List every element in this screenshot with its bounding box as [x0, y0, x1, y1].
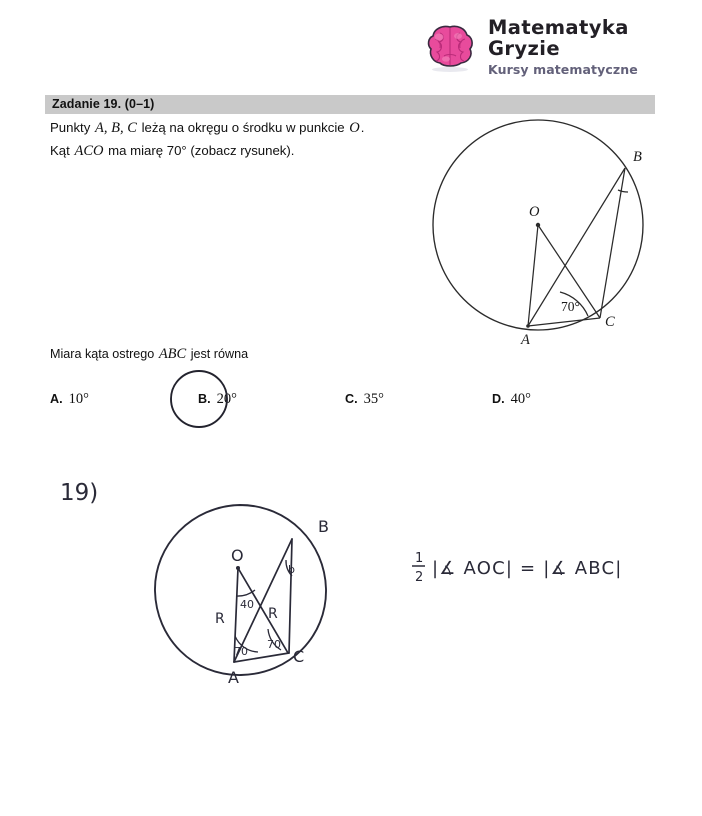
stmt2-pre: Kąt: [50, 143, 70, 158]
segment-AC: [528, 318, 600, 326]
segment-OC: [538, 225, 600, 318]
equation-body: |∡ AOC| = |∡ ABC|: [432, 558, 623, 579]
figure-center-dot: [536, 223, 540, 227]
handwritten-segment-OA: [234, 568, 238, 662]
answer-option-b[interactable]: [198, 391, 237, 408]
handwritten-center-dot: [236, 566, 240, 570]
brand-subtitle: Kursy matematyczne: [488, 62, 638, 78]
segment-BC: [600, 168, 625, 318]
handwritten-segment-AB: [234, 539, 292, 662]
handwritten-equation: [412, 551, 623, 585]
angle-arc-70: [560, 292, 588, 316]
answer-option-a-value: 10°: [68, 391, 89, 407]
segment-OA: [528, 225, 538, 326]
stmt1-period: .: [360, 120, 365, 135]
problem-statement-line-2: [50, 143, 294, 160]
handwritten-segment-OC: [238, 568, 288, 653]
figure-label-B: B: [633, 149, 642, 165]
figure-label-O: O: [529, 204, 540, 220]
answer-option-c[interactable]: [345, 391, 384, 408]
brand-title: Matematyka Gryzie: [488, 16, 629, 61]
brain-icon-svg: [424, 21, 476, 73]
answer-option-b-value: 20°: [216, 391, 237, 407]
stmt2-angle-name: ACO: [74, 143, 104, 159]
stmt1-center-label: O: [349, 120, 360, 136]
handwritten-angle-at-A: 70: [234, 645, 248, 658]
brain-icon-shadow: [432, 67, 468, 72]
question-line: [50, 346, 248, 363]
handwritten-angle-at-C: 70: [267, 638, 281, 651]
figure-point-A-dot: [526, 324, 530, 328]
handwritten-label-C: C: [293, 647, 305, 666]
equation-numerator: 1: [415, 551, 424, 566]
handwritten-label-radius-2: R: [268, 606, 278, 622]
handwritten-arc-at-A: [235, 636, 258, 652]
brain-icon: [424, 21, 476, 73]
answer-option-d-value: 40°: [510, 391, 531, 407]
answer-option-c-value: 35°: [363, 391, 384, 407]
stmt2-rest: ma miarę 70° (zobacz rysunek).: [108, 143, 295, 158]
handwritten-angle-at-O: 40: [240, 598, 254, 611]
brand-text-block: [488, 17, 686, 77]
handwritten-label-O: O: [231, 546, 244, 565]
answer-option-d-letter: D.: [492, 392, 505, 406]
brand-logo: [424, 16, 686, 78]
handwritten-arc-at-B: [286, 560, 292, 576]
stmt1-points: A, B, C: [95, 120, 137, 136]
figure-circle: [433, 120, 643, 330]
handwritten-circle: [155, 505, 326, 675]
task-header-label: Zadanie 19. (0–1): [52, 97, 155, 111]
problem-statement-line-1: [50, 120, 364, 137]
stmt1-mid: leżą na okręgu o środku w punkcie: [141, 120, 345, 135]
handwritten-arc-at-O: [236, 590, 255, 596]
handwritten-label-B: B: [318, 517, 329, 536]
segment-AB: [528, 168, 625, 326]
handwritten-arc-at-C: [268, 629, 281, 650]
answer-option-a-letter: A.: [50, 392, 63, 406]
answer-option-b-letter: B.: [198, 392, 211, 406]
handwritten-angle-at-B: b: [288, 563, 295, 576]
equation-denominator: 2: [415, 570, 424, 585]
question-angle-name: ABC: [158, 346, 187, 362]
figure-label-C: C: [605, 314, 615, 330]
answer-option-d[interactable]: [492, 391, 531, 408]
handwritten-label-A: A: [228, 668, 239, 687]
question-pre: Miara kąta ostrego: [50, 347, 155, 361]
answer-option-a[interactable]: [50, 391, 89, 408]
handwritten-segment-AC: [234, 653, 289, 662]
answer-option-c-letter: C.: [345, 392, 358, 406]
question-post: jest równa: [190, 347, 249, 361]
handwritten-segment-BC: [289, 539, 292, 653]
angle-arc-B: [618, 190, 628, 192]
stmt1-pre: Punkty: [50, 120, 91, 135]
handwritten-task-number: 19): [60, 480, 99, 506]
figure-label-A: A: [521, 332, 530, 348]
handwritten-label-radius-1: R: [215, 611, 225, 627]
figure-angle-label: 70°: [561, 299, 580, 314]
